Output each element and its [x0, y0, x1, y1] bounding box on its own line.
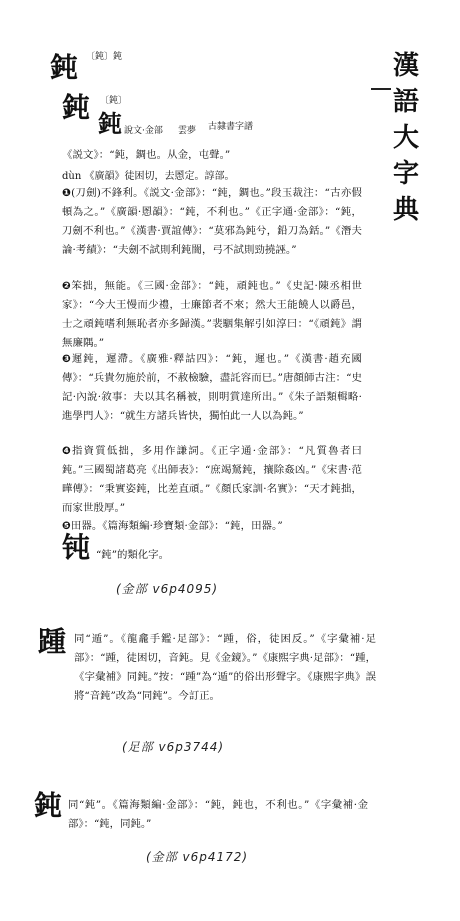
sense-number: ❹ — [62, 445, 73, 457]
entry4-text: 同“鈍”。《篇海類編·金部》：“鈍，鈍也，不利也。”《字彙補·金部》：“鈍，同鈍。” — [68, 799, 368, 830]
sense-5 — [62, 517, 362, 536]
sense-number: ❶ — [62, 187, 72, 199]
title-char: 典 — [392, 195, 419, 225]
variant-char: 鈍 — [62, 91, 91, 124]
sense-text: 笨拙，無能。《三國·金部》：“鈍，頑鈍也。”《史記·陳丞相世家》：“今大王慢而少禮，士廉節者不來；然大王能饒人以爵邑，士之頑鈍嗜利無恥者亦多歸漢。”裴駰集解引如淳曰：“《頑鈍》謂無廉隅。” — [62, 280, 362, 349]
sense-4 — [62, 442, 362, 518]
sense-number: ❷ — [62, 280, 72, 292]
seal-source-left: 說文·金部 — [124, 126, 163, 136]
sense-text: 遲鈍，遲滯。《廣雅·釋詁四》：“鈍，遲也。”《漢書·趙充國傳》：“兵貴勿施於前，不赦檢驗，盡託容而巳。”唐顏師古注：“史記·內說·敘事：夫以其名稱被，則明賞達所出。”《朱子語類輯略·進學門人》：“就生方諸兵皆快，獨怕此一人以為鈍。” — [62, 353, 362, 422]
headword-note: 〔鈍〕鈍 — [86, 52, 123, 62]
sense-number: ❺ — [62, 520, 71, 532]
seal-source-right: 古隸書字譜 — [208, 122, 254, 132]
title-rule — [371, 88, 391, 90]
entry4-char: 鈍 — [34, 789, 63, 822]
headword-char: 鈍 — [50, 51, 79, 84]
variant-note: 〔鈍〕 — [100, 96, 128, 106]
shuowen-line: 《説文》：“鈍，錭也。从金，屯聲。” — [62, 149, 231, 161]
entry2-text: “鈍”的類化字。 — [96, 549, 169, 561]
title-char: 漢 — [392, 51, 419, 81]
title-char: 語 — [392, 87, 419, 117]
entry3-handnote: (足部 v6p3744) — [122, 740, 225, 754]
entry2-char: 钝 — [62, 531, 91, 564]
sense-number: ❸ — [62, 353, 72, 365]
title-char: 字 — [392, 159, 419, 189]
sense-2 — [62, 277, 362, 353]
seal-char: 鈍 — [98, 109, 122, 138]
sense-1 — [62, 184, 362, 260]
entry2-handnote: (金部 v6p4095) — [116, 582, 219, 596]
sense-text: (刀劍)不鋒利。《説文·金部》：“鈍，錭也。”段玉裁注：“古亦假頓為之。”《廣韻·慁韻》：“鈍，不利也。”《正字通·金部》：“鈍，刀劍不利也。”《漢書·賈誼傳》：“莫邪為鈍兮，鉛刀為銛。”《潛夫論·考績》：“夫劍不試則利鈍闇，弓不試則勁撓誣。” — [62, 187, 362, 256]
entry3-text: 同“遁”。《龍龕手鑑·足部》：“踵，俗，徒困反。”《字彙補·足部》：“踵，徒困切，音鈍。見《金鏡》。”《康熙字典·足部》：“踵，《字彙補》同鈍。”按：“踵”為“遁”的俗出形聲字。《康熙字典》誤將“音鈍”改為“同鈍”。今訂正。 — [74, 633, 376, 702]
dictionary-title — [388, 48, 424, 228]
sense-text: 田器。《篇海類編·珍寶類·金部》：“鈍，田器。” — [70, 520, 283, 532]
title-char: 大 — [392, 123, 419, 153]
sense-text: 指資質低拙，多用作謙詞。《正字通·金部》：“凡質魯者曰鈍。”三國蜀諸葛亮《出師表》：“庶竭駑鈍，攘除姦凶。”《宋書·范曄傳》：“秉實姿鈍，比差直頑。”《顏氏家訓·名實》：“天才鈍拙，而家世殷厚。” — [62, 445, 362, 514]
sense-3 — [62, 350, 362, 426]
entry3-char: 踵 — [38, 625, 67, 658]
seal-source-mid: 雲夢 — [178, 126, 197, 136]
pinyin-line: dùn 《廣韻》徒困切，去慁定。諄部。 — [62, 171, 235, 182]
entry4-handnote: (金部 v6p4172) — [146, 850, 249, 864]
